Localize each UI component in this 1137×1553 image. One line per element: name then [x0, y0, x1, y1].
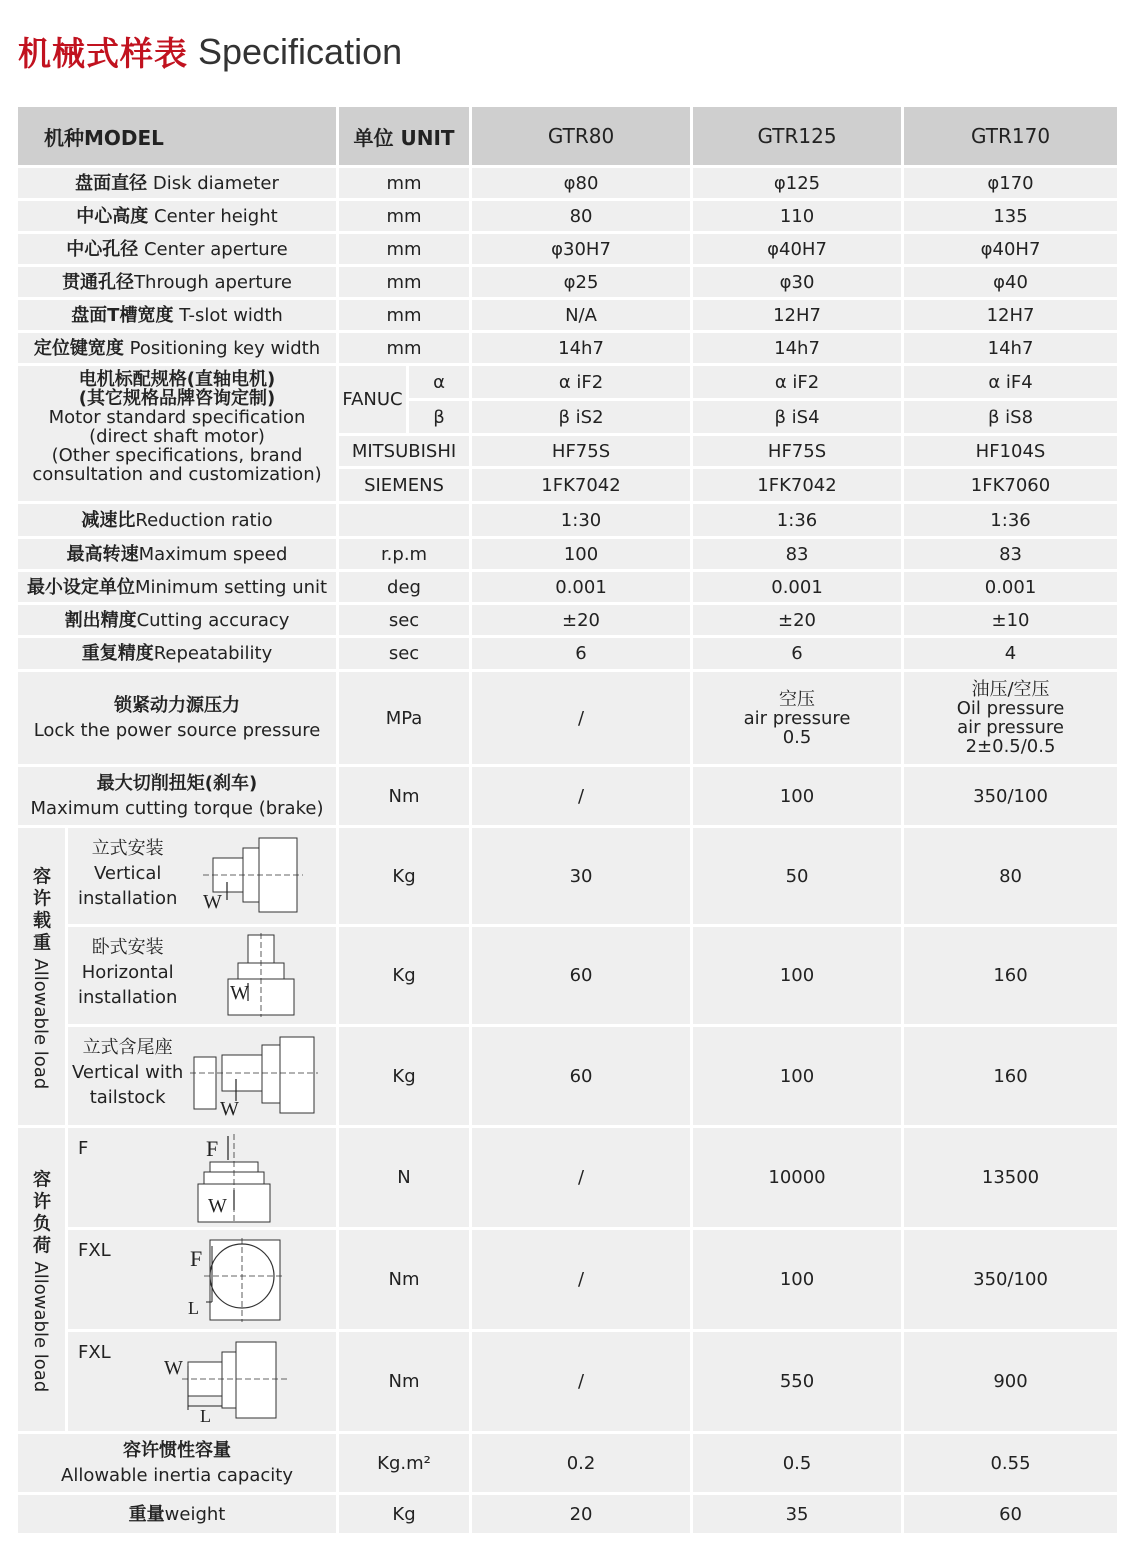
cell-value: 0.2 [472, 1434, 690, 1492]
row-unit: deg [339, 572, 469, 602]
load-tailstock-label: 立式含尾座 Vertical with tailstock W [68, 1027, 336, 1125]
cell-value: 油压/空压 Oil pressure air pressure 2±0.5/0.5 [904, 672, 1117, 764]
force-group-label: 容许负荷 Allowable load [18, 1128, 65, 1431]
row-unit: r.p.m [339, 539, 469, 569]
row-label: 最大切削扭矩(刹车) Maximum cutting torque (brake) [18, 767, 336, 825]
table-row-force-fxl-1 [18, 1230, 1117, 1329]
header-model: 机种MODEL [18, 107, 336, 165]
cell-value: 1FK7042 [472, 469, 690, 501]
row-unit: mm [339, 300, 469, 330]
row-unit: N [339, 1128, 469, 1227]
svg-text:W: W [208, 1195, 227, 1217]
cell-value: 6 [693, 638, 901, 669]
table-row-force-f [18, 1128, 1117, 1227]
row-unit: mm [339, 234, 469, 264]
row-unit: sec [339, 605, 469, 635]
table-row [18, 605, 1117, 635]
table-row [18, 333, 1117, 363]
row-label: 中心孔径 Center aperture [18, 234, 336, 264]
cell-value: 60 [472, 1027, 690, 1125]
row-unit: Kg [339, 1027, 469, 1125]
row-label: 重量weight [18, 1495, 336, 1533]
cell-value: 1FK7060 [904, 469, 1117, 501]
row-unit: sec [339, 638, 469, 669]
motor-mitsubishi: MITSUBISHI [339, 436, 469, 466]
svg-text:W: W [164, 1357, 183, 1379]
page-title [18, 28, 402, 76]
table-row-weight [18, 1495, 1117, 1533]
row-unit: MPa [339, 672, 469, 764]
cell-value: 6 [472, 638, 690, 669]
cell-value: φ30H7 [472, 234, 690, 264]
cell-value: β iS8 [904, 401, 1117, 433]
force-f-label: F F W [68, 1128, 336, 1227]
cell-value: 0.001 [472, 572, 690, 602]
cell-value: α iF2 [472, 366, 690, 398]
row-unit: mm [339, 333, 469, 363]
vertical-installation-diagram [203, 836, 303, 916]
cell-value: 12H7 [693, 300, 901, 330]
cell-value: 160 [904, 1027, 1117, 1125]
row-unit: Kg [339, 1495, 469, 1533]
cell-value: 83 [904, 539, 1117, 569]
cell-value: 1:36 [693, 504, 901, 536]
cell-value: 100 [693, 927, 901, 1024]
cell-value: φ170 [904, 168, 1117, 198]
table-row-load-vertical [18, 828, 1117, 924]
row-label: 中心高度 Center height [18, 201, 336, 231]
cell-value: / [472, 1332, 690, 1431]
cell-value: 60 [904, 1495, 1117, 1533]
row-label: 减速比Reduction ratio [18, 504, 336, 536]
cell-value: 空压 air pressure 0.5 [693, 672, 901, 764]
row-unit: mm [339, 201, 469, 231]
cell-value: 80 [472, 201, 690, 231]
table-row-torque [18, 767, 1117, 825]
cell-value: φ125 [693, 168, 901, 198]
cell-value: 14h7 [904, 333, 1117, 363]
row-label: 锁紧动力源压力 Lock the power source pressure [18, 672, 336, 764]
cell-value: φ40H7 [904, 234, 1117, 264]
row-label: 重复精度Repeatability [18, 638, 336, 669]
svg-text:F: F [190, 1246, 203, 1271]
cell-value: N/A [472, 300, 690, 330]
cell-value: 14h7 [472, 333, 690, 363]
cell-value: 135 [904, 201, 1117, 231]
row-unit: Nm [339, 1332, 469, 1431]
motor-alpha: α [409, 366, 469, 398]
row-unit: mm [339, 168, 469, 198]
svg-text:W: W [203, 891, 222, 913]
row-label: 定位键宽度 Positioning key width [18, 333, 336, 363]
cell-value: / [472, 1128, 690, 1227]
header-gtr80: GTR80 [472, 107, 690, 165]
motor-siemens: SIEMENS [339, 469, 469, 501]
table-row [18, 267, 1117, 297]
row-unit: Kg.m² [339, 1434, 469, 1492]
cell-value: ±10 [904, 605, 1117, 635]
row-label: 最高转速Maximum speed [18, 539, 336, 569]
motor-label: 电机标配规格(直轴电机) (其它规格品牌咨询定制) Motor standard specification (direct shaft motor) (Other specifications, brand consultation and customization) [18, 366, 336, 501]
cell-value: / [472, 1230, 690, 1329]
horizontal-installation-diagram [218, 933, 298, 1017]
cell-value: β iS4 [693, 401, 901, 433]
cell-value: 0.55 [904, 1434, 1117, 1492]
cell-value: φ25 [472, 267, 690, 297]
table-row [18, 201, 1117, 231]
cell-value: φ40 [904, 267, 1117, 297]
row-label: 最小设定单位Minimum setting unit [18, 572, 336, 602]
cell-value: ±20 [693, 605, 901, 635]
header-unit: 单位 UNIT [339, 107, 469, 165]
motor-beta: β [409, 401, 469, 433]
cell-value: 100 [472, 539, 690, 569]
header-gtr170: GTR170 [904, 107, 1117, 165]
row-unit: Nm [339, 1230, 469, 1329]
cell-value: / [472, 767, 690, 825]
cell-value: α iF4 [904, 366, 1117, 398]
table-row [18, 168, 1117, 198]
radial-moment-diagram [160, 1340, 290, 1424]
cell-value: 100 [693, 767, 901, 825]
title-cn: 机械式样表 [18, 34, 188, 73]
cell-value: HF75S [693, 436, 901, 466]
load-group-label: 容许载重 Allowable load [18, 828, 65, 1125]
cell-value: 0.5 [693, 1434, 901, 1492]
row-unit: mm [339, 267, 469, 297]
svg-text:L: L [200, 1406, 211, 1424]
cell-value: φ80 [472, 168, 690, 198]
cell-value: / [472, 672, 690, 764]
table-row-inertia [18, 1434, 1117, 1492]
row-label: 容许惯性容量 Allowable inertia capacity [18, 1434, 336, 1492]
cell-value: 0.001 [693, 572, 901, 602]
cell-value: 1FK7042 [693, 469, 901, 501]
cell-value: 550 [693, 1332, 901, 1431]
title-en: Specification [198, 30, 403, 72]
load-horizontal-label: 卧式安装 Horizontal installation W [68, 927, 336, 1024]
cell-value: 14h7 [693, 333, 901, 363]
cell-value: ±20 [472, 605, 690, 635]
svg-text:L: L [188, 1298, 199, 1318]
row-unit: Kg [339, 828, 469, 924]
cell-value: 1:36 [904, 504, 1117, 536]
cell-value: 50 [693, 828, 901, 924]
table-row-motor-alpha [18, 366, 1117, 398]
cell-value: 80 [904, 828, 1117, 924]
row-label: 割出精度Cutting accuracy [18, 605, 336, 635]
table-row [18, 572, 1117, 602]
tailstock-installation-diagram [190, 1035, 318, 1119]
table-row-force-fxl-2 [18, 1332, 1117, 1431]
cell-value: HF104S [904, 436, 1117, 466]
cell-value: φ30 [693, 267, 901, 297]
cell-value: 110 [693, 201, 901, 231]
svg-text:W: W [230, 982, 249, 1004]
cell-value: 60 [472, 927, 690, 1024]
row-label: 盘面直径 Disk diameter [18, 168, 336, 198]
cell-value: φ40H7 [693, 234, 901, 264]
cell-value: 100 [693, 1027, 901, 1125]
row-unit: Kg [339, 927, 469, 1024]
svg-text:W: W [220, 1098, 239, 1119]
table-row-lock [18, 672, 1117, 764]
cell-value: β iS2 [472, 401, 690, 433]
row-unit: Nm [339, 767, 469, 825]
row-unit [339, 504, 469, 536]
cell-value: 13500 [904, 1128, 1117, 1227]
header-row [18, 107, 1117, 165]
svg-text:F: F [206, 1136, 219, 1161]
axial-force-diagram [194, 1134, 274, 1224]
spec-table [15, 104, 1120, 1536]
table-row [18, 638, 1117, 669]
moment-force-diagram [184, 1236, 284, 1324]
force-fxl-label: FXL F L [68, 1230, 336, 1329]
cell-value: 1:30 [472, 504, 690, 536]
table-row [18, 539, 1117, 569]
table-row-load-tailstock [18, 1027, 1117, 1125]
cell-value: 83 [693, 539, 901, 569]
force-fxl-label: FXL W L [68, 1332, 336, 1431]
cell-value: 35 [693, 1495, 901, 1533]
cell-value: 20 [472, 1495, 690, 1533]
cell-value: 4 [904, 638, 1117, 669]
cell-value: 160 [904, 927, 1117, 1024]
cell-value: 12H7 [904, 300, 1117, 330]
cell-value: HF75S [472, 436, 690, 466]
motor-fanuc: FANUC [339, 366, 406, 433]
table-row-load-horizontal [18, 927, 1117, 1024]
table-row [18, 504, 1117, 536]
row-label: 盘面T槽宽度 T-slot width [18, 300, 336, 330]
table-row [18, 234, 1117, 264]
table-row [18, 300, 1117, 330]
cell-value: 0.001 [904, 572, 1117, 602]
cell-value: 30 [472, 828, 690, 924]
cell-value: 900 [904, 1332, 1117, 1431]
cell-value: α iF2 [693, 366, 901, 398]
cell-value: 100 [693, 1230, 901, 1329]
cell-value: 350/100 [904, 1230, 1117, 1329]
cell-value: 10000 [693, 1128, 901, 1227]
cell-value: 350/100 [904, 767, 1117, 825]
row-label: 贯通孔径Through aperture [18, 267, 336, 297]
load-vertical-label: 立式安装 Vertical installation W [68, 828, 336, 924]
header-gtr125: GTR125 [693, 107, 901, 165]
